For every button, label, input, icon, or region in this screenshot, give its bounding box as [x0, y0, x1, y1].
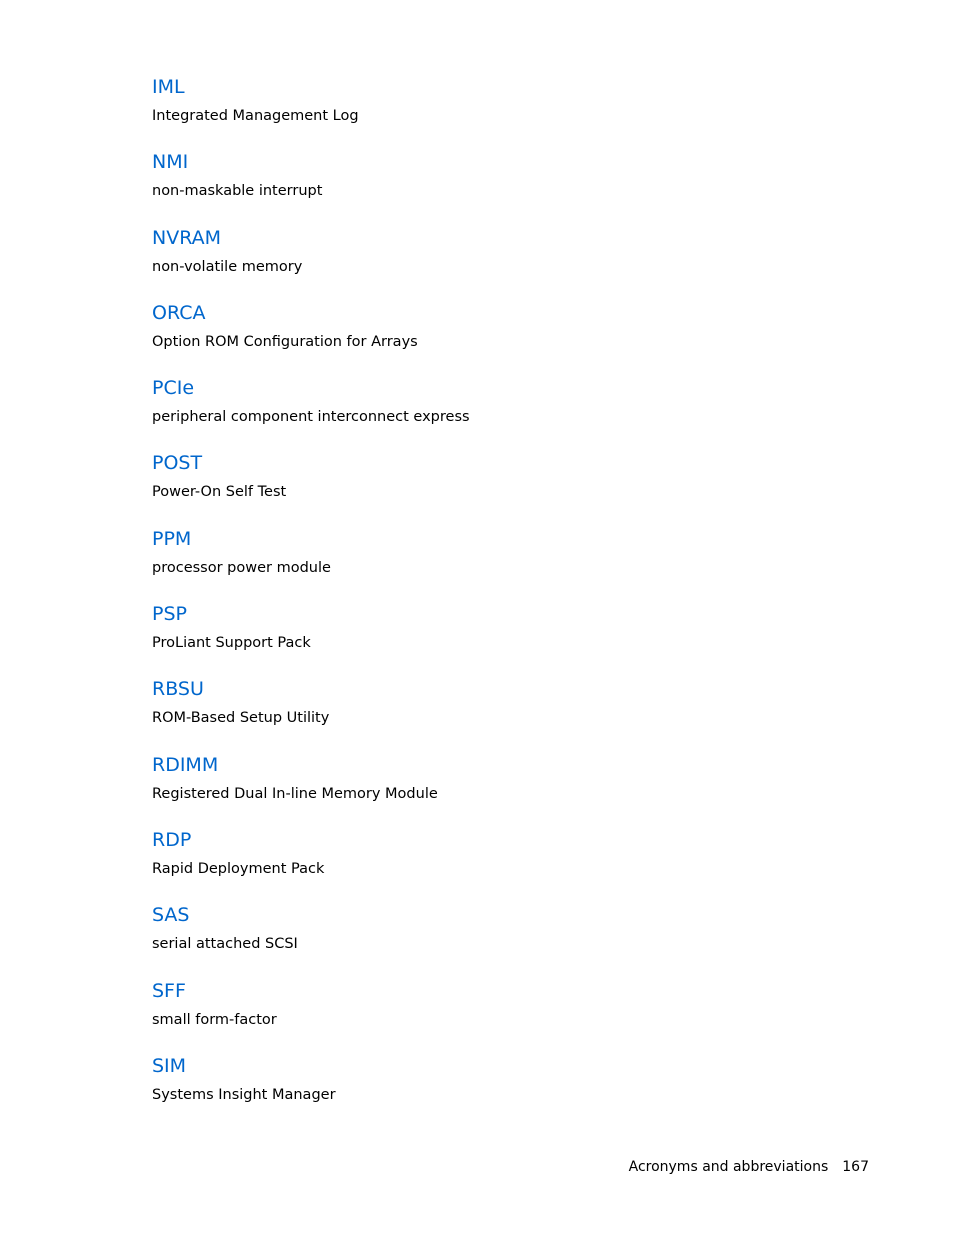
- page-number: 167: [842, 1159, 869, 1175]
- glossary-definition: Power-On Self Test: [152, 484, 287, 501]
- glossary-definition: ProLiant Support Pack: [152, 635, 311, 652]
- glossary-list: [152, 74, 802, 1128]
- glossary-entry: [152, 526, 802, 601]
- glossary-term-link[interactable]: SIM: [152, 1054, 187, 1077]
- glossary-definition: Option ROM Configuration for Arrays: [152, 333, 418, 350]
- glossary-term-link[interactable]: POST: [152, 452, 203, 475]
- glossary-entry: [152, 601, 802, 676]
- glossary-entry: [152, 978, 802, 1053]
- glossary-definition: Rapid Deployment Pack: [152, 860, 325, 877]
- glossary-term-link[interactable]: ORCA: [152, 301, 206, 324]
- glossary-term-link[interactable]: PSP: [152, 603, 187, 626]
- page-footer: [629, 1157, 869, 1177]
- glossary-term-link[interactable]: NVRAM: [152, 226, 222, 249]
- glossary-definition: serial attached SCSI: [152, 936, 298, 953]
- glossary-term-link[interactable]: PCIe: [152, 377, 195, 400]
- glossary-definition: peripheral component interconnect express: [152, 409, 470, 426]
- glossary-definition: Systems Insight Manager: [152, 1086, 336, 1103]
- glossary-entry: [152, 300, 802, 375]
- glossary-entry: [152, 375, 802, 450]
- glossary-definition: Integrated Management Log: [152, 108, 359, 124]
- glossary-definition: non-volatile memory: [152, 258, 303, 275]
- glossary-term-link[interactable]: NMI: [152, 151, 189, 174]
- glossary-definition: non-maskable interrupt: [152, 183, 323, 200]
- glossary-term-link[interactable]: SFF: [152, 979, 186, 1002]
- glossary-term-link[interactable]: PPM: [152, 527, 192, 550]
- glossary-term-link[interactable]: RDP: [152, 828, 192, 851]
- glossary-entry: [152, 676, 802, 751]
- glossary-term-link[interactable]: RDIMM: [152, 753, 219, 776]
- glossary-entry: [152, 752, 802, 827]
- glossary-entry: [152, 74, 802, 149]
- glossary-entry: [152, 225, 802, 300]
- glossary-entry: [152, 450, 802, 525]
- glossary-entry: [152, 1053, 802, 1128]
- glossary-definition: Registered Dual In-line Memory Module: [152, 785, 438, 802]
- glossary-term-link[interactable]: RBSU: [152, 678, 204, 701]
- glossary-definition: ROM-Based Setup Utility: [152, 710, 330, 727]
- glossary-definition: small form-factor: [152, 1011, 277, 1028]
- glossary-definition: processor power module: [152, 559, 331, 576]
- glossary-entry: [152, 902, 802, 977]
- glossary-entry: [152, 149, 802, 224]
- glossary-entry: [152, 827, 802, 902]
- footer-section-title: Acronyms and abbreviations: [628, 1159, 829, 1175]
- glossary-term-link[interactable]: IML: [152, 76, 185, 98]
- glossary-term-link[interactable]: SAS: [152, 904, 190, 927]
